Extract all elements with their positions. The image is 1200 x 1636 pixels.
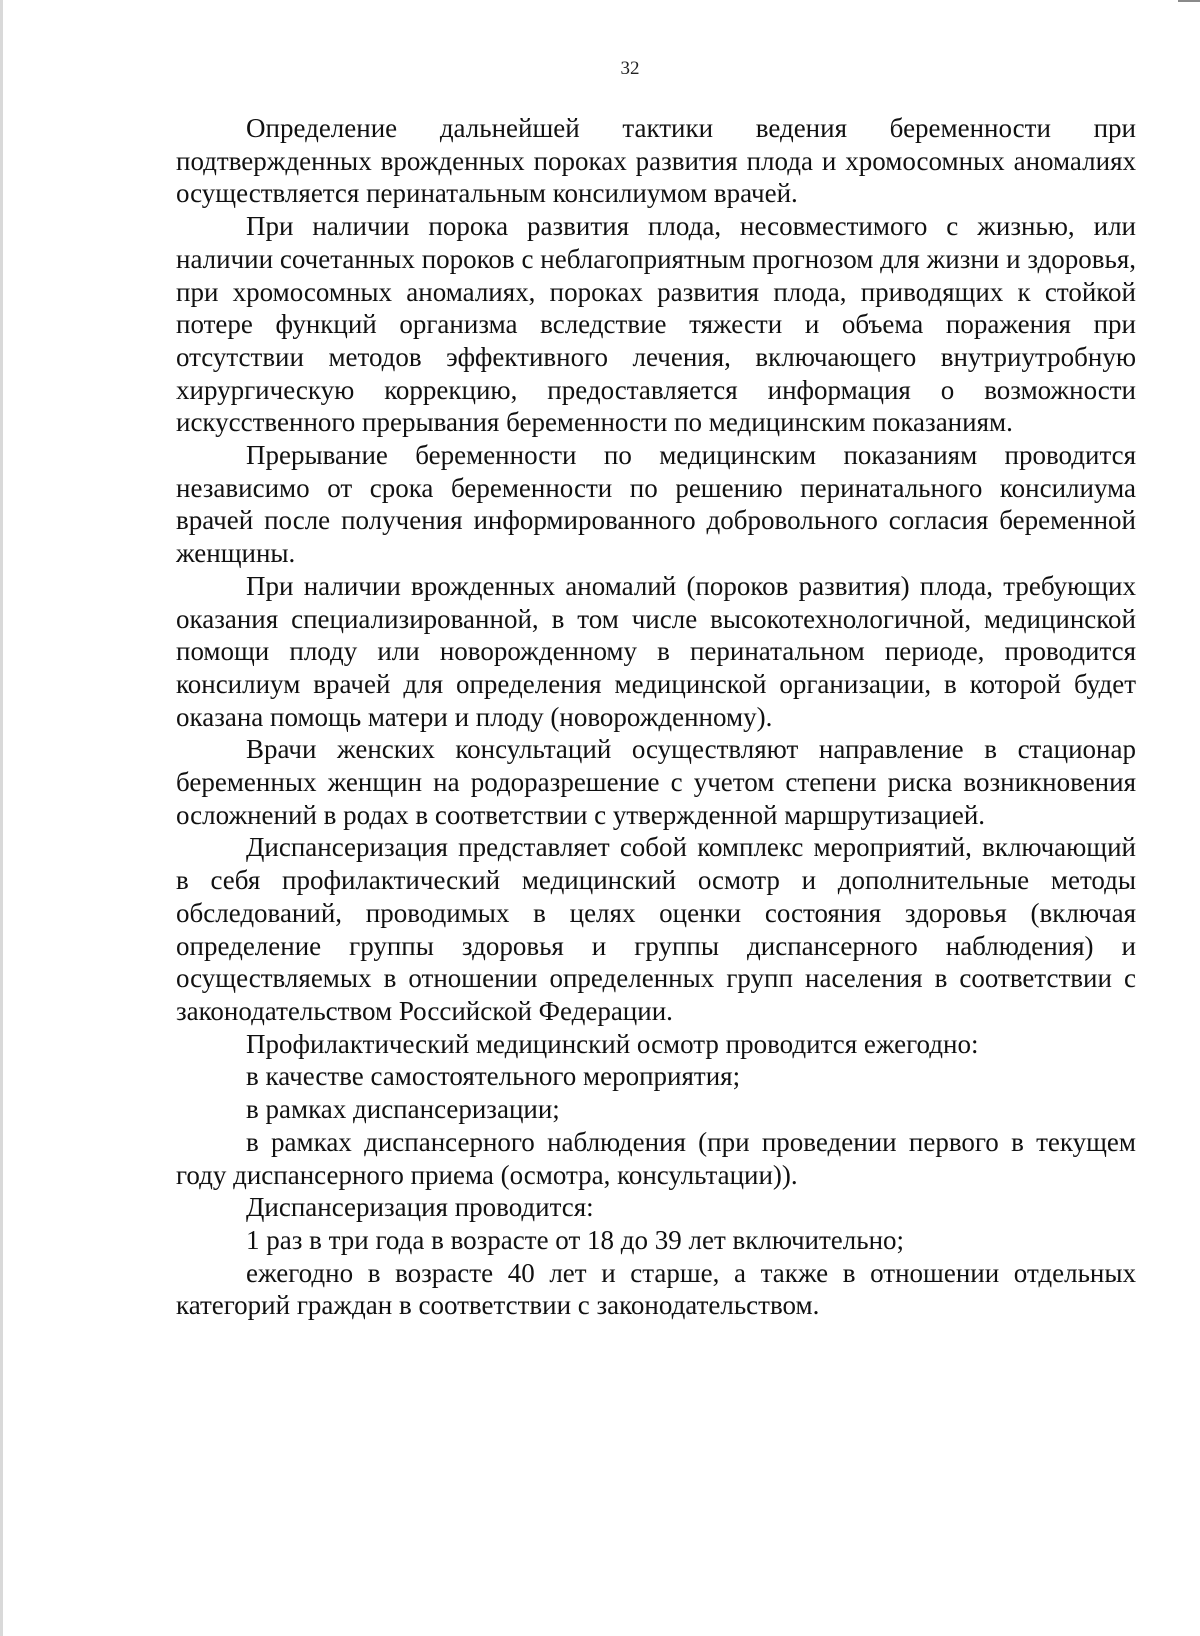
paragraph-tactics: Определение дальнейшей тактики ведения беременности при подтвержденных врожденных пороках развития плода и хромосомных аномалиях осуществляется перинатальным консилиумом врачей.	[176, 113, 1136, 209]
paragraph-dispensarization: Диспансеризация представляет собой комплекс мероприятий, включающий в себя профилактический медицинский осмотр и дополнительные методы обследований, проводимых в целях оценки состояния здоровья (включая определение группы здоровья и группы диспансерного наблюдения) и осуществляемых в отношении определенных групп населения в соответствии с законодательством Российской Федерации.	[176, 832, 1136, 1026]
paragraph-anomalies: При наличии врожденных аномалий (пороков развития) плода, требующих оказания специализированной, в том числе высокотехнологичной, медицинской помощи плоду или новорожденному в перинатальном периоде, проводится консилиум врачей для определения медицинской организации, в которой будет оказана помощь матери и плоду (новорожденному).	[176, 570, 1136, 732]
list-item-observation: в рамках диспансерного наблюдения (при проведении первого в текущем году диспансерного приема (осмотра, консультации)).	[176, 1126, 1136, 1190]
document-body	[176, 112, 1136, 1322]
list-item-annually: ежегодно в возрасте 40 лет и старше, а также в отношении отдельных категорий граждан в соответствии с законодательством.	[176, 1257, 1136, 1321]
paragraph-referral: Врачи женских консультаций осуществляют направление в стационар беременных женщин на родоразрешение с учетом степени риска возникновения осложнений в родах в соответствии с утвержденной маршрутизацией.	[176, 734, 1136, 830]
list-item-standalone: в качестве самостоятельного мероприятия;	[246, 1061, 741, 1092]
list-item-dispensarization: в рамках диспансеризации;	[246, 1094, 560, 1125]
paragraph-dispensarization-schedule: Диспансеризация проводится:	[246, 1192, 594, 1223]
scan-corner-mark	[1178, 0, 1200, 12]
scan-edge	[0, 0, 3, 1636]
paragraph-malformation: При наличии порока развития плода, несовместимого с жизнью, или наличии сочетанных пороков с неблагоприятным прогнозом для жизни и здоровья, при хромосомных аномалиях, пороках развития плода, приводящих к стойкой потере функций организма вследствие тяжести и объема поражения при отсутствии методов эффективного лечения, включающего внутриутробную хирургическую коррекцию, предоставляется информация о возможности искусственного прерывания беременности по медицинским показаниям.	[176, 211, 1136, 438]
paragraph-checkup-annual: Профилактический медицинский осмотр проводится ежегодно:	[246, 1028, 979, 1059]
list-item-every-three-years: 1 раз в три года в возрасте от 18 до 39 лет включительно;	[246, 1224, 905, 1255]
page-number: 32	[620, 58, 640, 79]
paragraph-termination: Прерывание беременности по медицинским показаниям проводится независимо от срока беременности по решению перинатального консилиума врачей после получения информированного добровольного согласия беременной женщины.	[176, 440, 1136, 569]
